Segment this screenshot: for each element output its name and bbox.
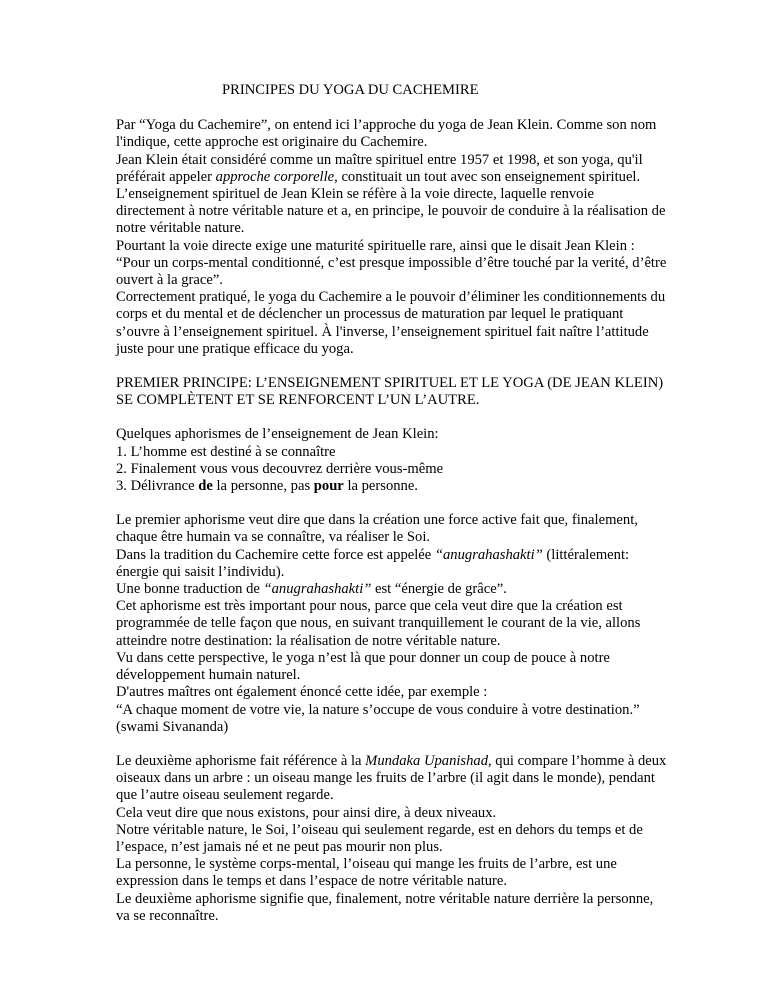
text-line: programmée de telle façon que nous, en suivant tranquillement le courant de la vie, allons (116, 615, 641, 632)
paragraph-spacer (116, 409, 688, 426)
text-line: Cela veut dire que nous existons, pour ainsi dire, à deux niveaux. (116, 804, 497, 821)
first-principle-heading (116, 375, 688, 409)
text-run: la personne. (343, 478, 418, 495)
text-run: , qui compare l’homme à deux (488, 752, 667, 769)
text-line: notre véritable nature. (116, 220, 245, 237)
emphasis-text: Mundaka Upanishad (365, 752, 488, 769)
text-run: (littéralement: (542, 546, 630, 563)
text-line: expression dans le temps et dans l’espace de notre véritable nature. (116, 873, 508, 890)
paragraph-spacer (116, 358, 688, 375)
text-run: la personne, pas (212, 478, 314, 495)
aphorisms-list (116, 426, 688, 495)
text-run: est “énergie de grâce”. (371, 581, 507, 598)
intro-paragraph (116, 117, 688, 358)
text-line: l’espace, n’est jamais né et ne peut pas mourir non plus. (116, 838, 443, 855)
text-line: atteindre notre destination: la réalisation de notre véritable nature. (116, 632, 501, 649)
aphorism-item: 2. Finalement vous vous decouvrez derrière vous-même (116, 460, 444, 477)
text-line (116, 169, 688, 186)
text-line: chaque être humain va se connaître, va réaliser le Soi. (116, 529, 431, 546)
text-run: Dans la tradition du Cachemire cette force est appelée (116, 546, 435, 563)
text-run: préférait appeler (116, 168, 216, 185)
text-line: La personne, le système corps-mental, l’oiseau qui mange les fruits de l’arbre, est une (116, 856, 617, 873)
text-line: développement humain naturel. (116, 667, 301, 684)
text-line: Jean Klein était considéré comme un maître spirituel entre 1957 et 1998, et son yoga, qu'il (116, 151, 643, 168)
text-line: corps et du mental et de déclencher un processus de maturation par lequel le pratiquant (116, 306, 624, 323)
bold-text: de (198, 478, 213, 495)
first-aphorism-paragraph (116, 512, 688, 736)
text-line: L’enseignement spirituel de Jean Klein se réfère à la voie directe, laquelle renvoie (116, 186, 595, 203)
text-line: juste pour une pratique efficace du yoga. (116, 340, 354, 357)
text-line: “A chaque moment de votre vie, la nature s’occupe de vous conduire à votre destination.” (116, 701, 640, 718)
text-line: Pourtant la voie directe exige une maturité spirituelle rare, ainsi que le disait Jean Klein : (116, 237, 635, 254)
text-line: (swami Sivananda) (116, 718, 229, 735)
text-line: Le deuxième aphorisme signifie que, finalement, notre véritable nature derrière la personne, (116, 890, 654, 907)
text-line: Par “Yoga du Cachemire”, on entend ici l’approche du yoga de Jean Klein. Comme son nom (116, 117, 657, 134)
text-line: D'autres maîtres ont également énoncé cette idée, par exemple : (116, 684, 488, 701)
text-run: Une bonne traduction de (116, 581, 264, 598)
text-line: oiseaux dans un arbre : un oiseau mange les fruits de l’arbre (il agit dans le monde), pendant (116, 770, 655, 787)
text-line: énergie qui saisit l’individu). (116, 563, 285, 580)
emphasis-text: “anugrahashakti” (434, 546, 543, 563)
paragraph-spacer (116, 736, 688, 753)
text-line: SE COMPLÈTENT ET SE RENFORCENT L’UN L’AUTRE. (116, 392, 480, 409)
text-line (116, 547, 688, 564)
text-line (116, 753, 688, 770)
text-line: Correctement pratiqué, le yoga du Cachemire a le pouvoir d’éliminer les conditionnements du (116, 289, 666, 306)
text-line: Vu dans cette perspective, le yoga n’est là que pour donner un coup de pouce à notre (116, 649, 610, 666)
text-run: Le deuxième aphorisme fait référence à la (116, 752, 366, 769)
text-line: ouvert à la grace”. (116, 272, 223, 289)
text-line: Le premier aphorisme veut dire que dans la création une force active fait que, finalement, (116, 512, 638, 529)
bold-text: pour (313, 478, 344, 495)
text-line: PREMIER PRINCIPE: L’ENSEIGNEMENT SPIRITUEL ET LE YOGA (DE JEAN KLEIN) (116, 375, 664, 392)
emphasis-text: “anugrahashakti” (263, 581, 372, 598)
text-line: Notre véritable nature, le Soi, l’oiseau qui seulement regarde, est en dehors du temps et de (116, 821, 643, 838)
emphasis-text: approche corporelle (215, 168, 335, 185)
text-line: Cet aphorisme est très important pour nous, parce que cela veut dire que la création est (116, 598, 623, 615)
aphorism-item (116, 478, 688, 495)
text-line (116, 581, 688, 598)
page-title: PRINCIPES DU YOGA DU CACHEMIRE (222, 82, 479, 98)
text-line: Quelques aphorismes de l’enseignement de Jean Klein: (116, 426, 439, 443)
text-line: l'indique, cette approche est originaire du Cachemire. (116, 134, 428, 151)
text-line: s’ouvre à l’enseignement spirituel. À l'inverse, l’enseignement spirituel fait naître l’attitude (116, 323, 649, 340)
text-line: va se reconnaître. (116, 907, 219, 924)
text-run: 3. Délivrance (116, 478, 199, 495)
second-aphorism-paragraph (116, 753, 688, 925)
paragraph-spacer (116, 495, 688, 512)
aphorism-item: 1. L’homme est destiné à se connaître (116, 443, 336, 460)
text-line: “Pour un corps-mental conditionné, c’est presque impossible d’être touché par la verité, d’être (116, 254, 667, 271)
text-line: directement à notre véritable nature et a, en principe, le pouvoir de conduire à la réalisation de (116, 203, 666, 220)
text-run: , constituait un tout avec son enseignement spirituel. (334, 168, 641, 185)
text-line: que l’autre oiseau seulement regarde. (116, 787, 334, 804)
